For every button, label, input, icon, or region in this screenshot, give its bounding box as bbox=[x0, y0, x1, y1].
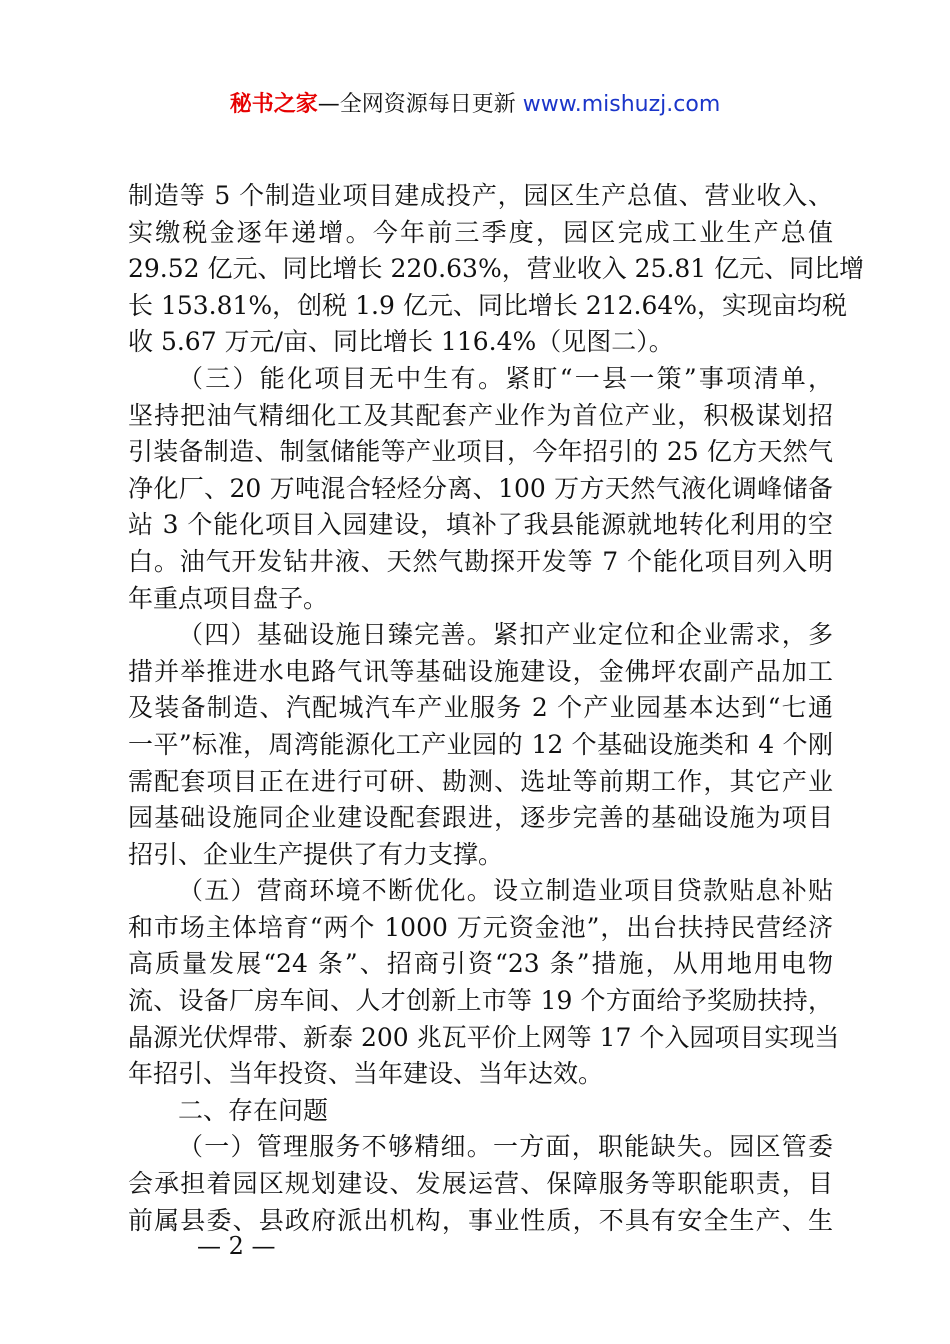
brand-name: 秘书之家 bbox=[229, 92, 318, 117]
paragraph-line: 招引、企业生产提供了有力支撑。 bbox=[128, 839, 504, 869]
paragraph-line: 制造等 5 个制造业项目建成投产，园区生产总值、营业收入、 bbox=[128, 181, 833, 210]
paragraph-line: （一）管理服务不够精细。一方面，职能缺失。园区管委 bbox=[178, 1132, 833, 1162]
paragraph-line: 坚持把油气精细化工及其配套产业作为首位产业，积极谋划招 bbox=[128, 400, 833, 430]
paragraph-line: （三）能化项目无中生有。紧盯“一县一策”事项清单， bbox=[178, 363, 833, 393]
paragraph-line: 站 3 个能化项目入园建设，填补了我县能源就地转化利用的空 bbox=[128, 510, 833, 540]
paragraph-line: 引装备制造、制氢储能等产业项目，今年招引的 25 亿方天然气 bbox=[128, 437, 833, 467]
paragraph-line: 白。油气开发钻井液、天然气勘探开发等 7 个能化项目列入明 bbox=[128, 546, 833, 576]
website-link[interactable]: www.mishuzj.com bbox=[522, 92, 721, 117]
paragraph-line: （五）营商环境不断优化。设立制造业项目贷款贴息补贴 bbox=[178, 876, 833, 906]
paragraph-line: 会承担着园区规划建设、发展运营、保障服务等职能职责，目 bbox=[128, 1169, 833, 1199]
header-slogan: —全网资源每日更新 bbox=[317, 92, 523, 117]
paragraph-line: 长 153.81%，创税 1.9 亿元、同比增长 212.64%，实现亩均税 bbox=[128, 290, 848, 320]
body-text bbox=[128, 178, 865, 1239]
paragraph-line: 一平”标准，周湾能源化工产业园的 12 个基础设施类和 4 个刚 bbox=[128, 729, 833, 759]
section-heading: 二、存在问题 bbox=[178, 1095, 329, 1125]
paragraph-line: 收 5.67 万元/亩、同比增长 116.4%（见图二）。 bbox=[128, 327, 674, 357]
paragraph-line: 流、设备厂房车间、人才创新上市等 19 个方面给予奖励扶持， bbox=[128, 986, 833, 1016]
paragraph-line: 净化厂、20 万吨混合轻烃分离、100 万方天然气液化调峰储备 bbox=[128, 473, 833, 503]
paragraph-line: 需配套项目正在进行可研、勘测、选址等前期工作，其它产业 bbox=[128, 766, 833, 796]
paragraph-line: 前属县委、县政府派出机构，事业性质，不具有安全生产、生 bbox=[128, 1205, 833, 1235]
paragraph-line: 晶源光伏焊带、新泰 200 兆瓦平价上网等 17 个入园项目实现当 bbox=[128, 1022, 840, 1052]
paragraph-line: 园基础设施同企业建设配套跟进，逐步完善的基础设施为项目 bbox=[128, 803, 833, 833]
paragraph-line: 措并举推进水电路气讯等基础设施建设，金佛坪农副产品加工 bbox=[128, 656, 833, 686]
paragraph-line: 高质量发展“24 条”、招商引资“23 条”措施，从用地用电物 bbox=[128, 949, 833, 979]
paragraph-line: 实缴税金逐年递增。今年前三季度，园区完成工业生产总值 bbox=[128, 217, 833, 247]
paragraph-line: 年重点项目盘子。 bbox=[128, 583, 329, 613]
paragraph-line: 和市场主体培育“两个 1000 万元资金池”，出台扶持民营经济 bbox=[128, 912, 833, 942]
paragraph-line: 年招引、当年投资、当年建设、当年达效。 bbox=[128, 1059, 604, 1089]
paragraph-line: （四）基础设施日臻完善。紧扣产业定位和企业需求，多 bbox=[178, 620, 833, 650]
page-number: — 2 — bbox=[197, 1232, 276, 1260]
paragraph-line: 及装备制造、汽配城汽车产业服务 2 个产业园基本达到“七通 bbox=[128, 693, 833, 723]
header-banner bbox=[0, 88, 950, 122]
paragraph-line: 29.52 亿元、同比增长 220.63%，营业收入 25.81 亿元、同比增 bbox=[128, 254, 865, 284]
